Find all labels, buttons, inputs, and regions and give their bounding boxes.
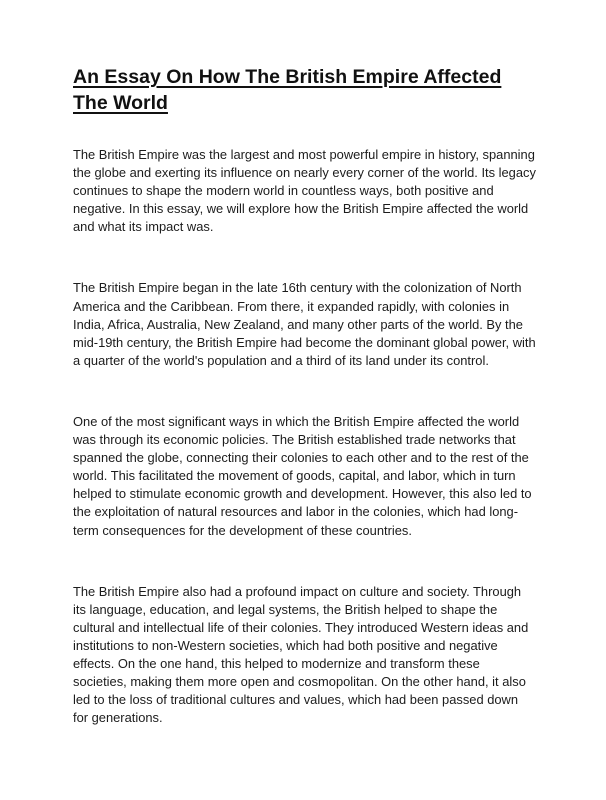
paragraph-culture: The British Empire also had a profound impact on culture and society. Through its language, education, and legal systems, the British helped to shape the cultural and intellectual life of their colonies. They introduced Western ideas and institutions to non-Western societies, which had both positive and negative effects. On the one hand, this helped to modernize and transform these societies, making them more open and cosmopolitan. On the other hand, it also led to the loss of traditional cultures and values, which had been passed down for generations. xyxy=(73,583,529,726)
paragraph-origins: The British Empire began in the late 16th century with the colonization of North America and the Caribbean. From there, it expanded rapidly, with colonies in India, Africa, Australia, New Zealand, and many other parts of the world. By the mid-19th century, the British Empire had become the dominant global power, with a quarter of the world's population and a third of its land under its control. xyxy=(73,280,536,368)
paragraph-introduction: The British Empire was the largest and most powerful empire in history, spanning the globe and exerting its influence on nearly every corner of the world. Its legacy continues to shape the modern world in countless ways, both positive and negative. In this essay, we will explore how the British Empire affected the world and what its impact was. xyxy=(73,147,536,235)
paragraph-economics: One of the most significant ways in which the British Empire affected the world was through its economic policies. The British established trade networks that spanned the globe, connecting their colonies to each other and to the rest of the world. This facilitated the movement of goods, capital, and labor, which in turn helped to stimulate economic growth and development. However, this also led to the exploitation of natural resources and labor in the colonies, which had long-term consequences for the development of these countries. xyxy=(73,413,532,538)
essay-title: An Essay On How The British Empire Affected The World xyxy=(73,66,502,114)
